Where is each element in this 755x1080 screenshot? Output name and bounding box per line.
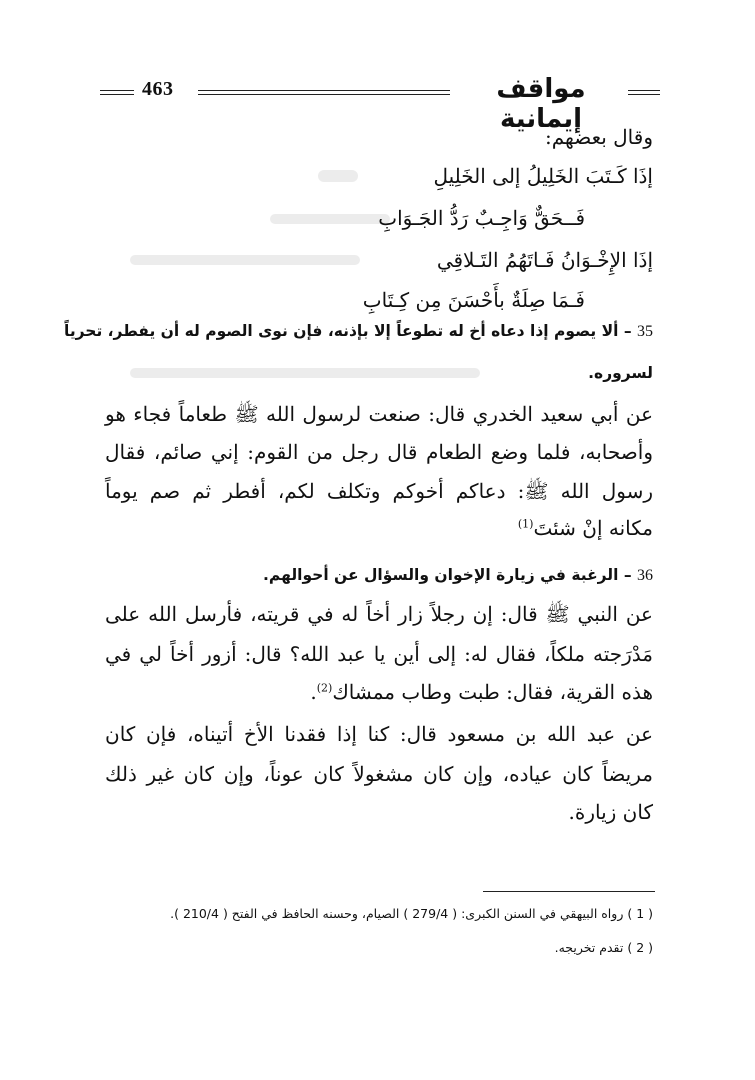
footnote-1: ( 1 ) رواه البيهقي في السنن الكبرى: ( 279/4 ) الصيام، وحسنه الحافظ في الفتح ( 210/4 ). <box>170 906 653 921</box>
section-35-heading-text: – ألا يصوم إذا دعاه أخ له تطوعاً إلا بإذنه، فإن نوى الصوم له أن يفطر، تحرياً <box>64 322 632 340</box>
poem-verse-3: إذَا الإِخْـوَانُ فَـاتَهُمُ التَـلاقِي <box>436 248 653 272</box>
header-rule-left <box>100 90 134 95</box>
footnote-separator <box>483 891 655 892</box>
section-36-para2-line-1: عن عبد الله بن مسعود قال: كنا إذا فقدنا الأخ أتيناه، فإن كان <box>105 722 653 746</box>
poem-verse-4: فَـمَا صِلَةٌ بأَحْسَنَ مِن كِـتَابِ <box>362 288 585 312</box>
footnote-ref-2: (2) <box>316 681 333 695</box>
section-35-heading <box>64 322 653 341</box>
section-35-para-line-2: وأصحابه، فلما وضع الطعام قال رجل من القوم: إني صائم، فقال <box>105 440 653 464</box>
section-36-para1-line-2: مَدْرَجته ملكاً، فقال له: إلى أين يا عبد الله؟ قال: أزور أخاً لي في <box>105 642 653 666</box>
page-header <box>100 74 660 134</box>
section-36-para1-line-3 <box>310 680 653 704</box>
footnote-ref-1: (1) <box>517 517 534 531</box>
header-rule-right <box>628 90 660 95</box>
section-36-para2-line-2: مريضاً كان عياده، وإن كان مشغولاً كان عوناً، وإن كان غير ذلك <box>105 762 653 786</box>
section-35-para-last: مكانه إنْ شئتَ <box>533 516 653 540</box>
section-36-heading-text: – الرغبة في زيارة الإخوان والسؤال عن أحوالهم. <box>263 566 632 584</box>
scan-smudge <box>130 255 360 265</box>
section-36-heading <box>263 566 653 585</box>
scan-smudge <box>270 214 390 224</box>
intro-line: وقال بعضهم: <box>544 125 653 149</box>
section-36-para1-last: هذه القرية، فقال: طبت وطاب ممشاك <box>332 680 653 704</box>
section-36-number: 36 <box>637 567 653 584</box>
scan-smudge <box>130 368 480 378</box>
section-35-para-line-4 <box>518 516 653 540</box>
running-title: مواقف إيمانية <box>496 74 586 134</box>
page-number: 463 <box>142 78 174 100</box>
poem-verse-2: فَــحَقٌّ وَاجِـبٌ رَدُّ الجَـوَابِ <box>378 206 585 230</box>
poem-verse-1: إذَا كَـتَبَ الخَلِيلُ إلى الخَلِيلِ <box>433 164 653 188</box>
header-rule-middle <box>198 90 450 95</box>
section-36-para1-line-1: عن النبي ﷺ قال: إن رجلاً زار أخاً له في قريته، فأرسل الله على <box>105 602 653 626</box>
section-35-para-line-3: رسول الله ﷺ: دعاكم أخوكم وتكلف لكم، أفطر ثم صم يوماً <box>105 479 653 503</box>
section-35-number: 35 <box>637 323 653 340</box>
footnote-2: ( 2 ) تقدم تخريجه. <box>554 940 653 955</box>
section-36-para1-period: . <box>310 680 317 704</box>
section-36-para2-line-3: كان زيارة. <box>568 800 653 824</box>
section-35-heading-cont: لسروره. <box>588 364 653 382</box>
section-35-para-line-1: عن أبي سعيد الخدري قال: صنعت لرسول الله ﷺ طعاماً فجاء هو <box>105 402 653 426</box>
scan-smudge <box>318 170 358 182</box>
